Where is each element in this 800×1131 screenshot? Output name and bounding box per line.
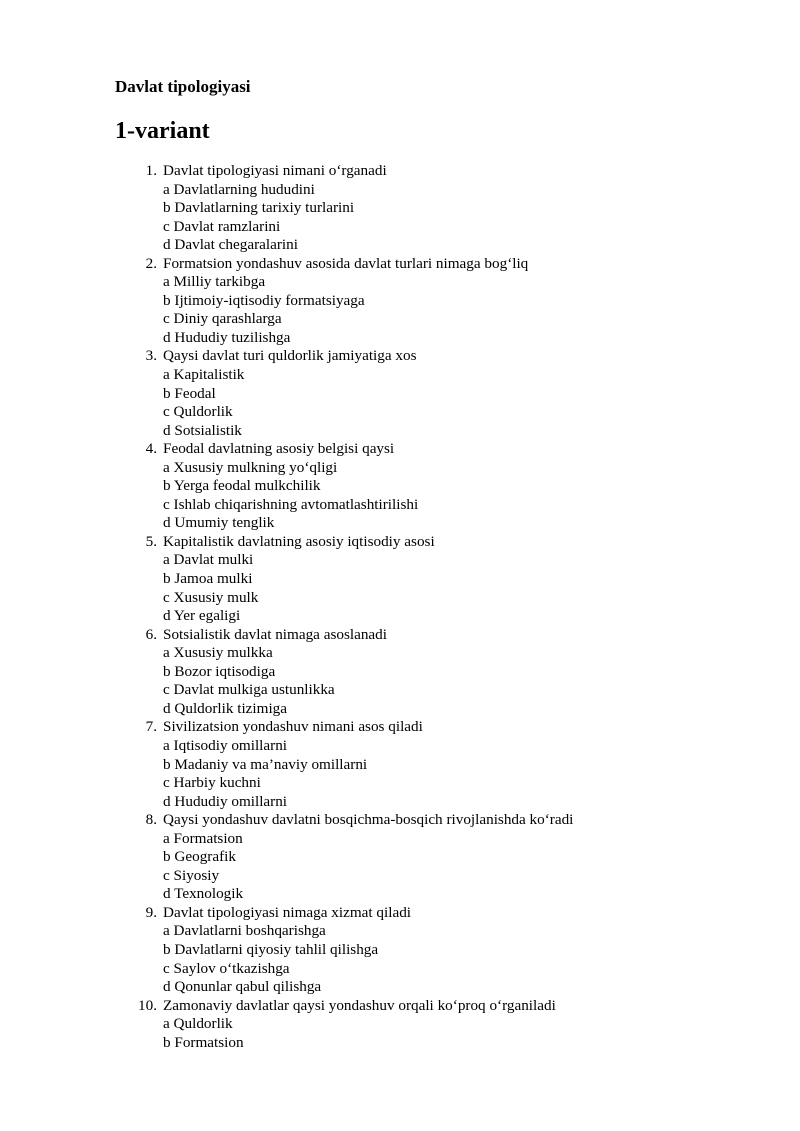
answer-option-line	[0, 292, 800, 311]
answer-option-line	[0, 181, 800, 200]
answer-option-line	[0, 589, 800, 608]
question-line	[0, 904, 800, 923]
question-text: Formatsion yondashuv asosida davlat turlari nimaga bog‘liq	[163, 254, 529, 272]
answer-option: d Hududiy tuzilishga	[163, 328, 291, 346]
question-text: Davlat tipologiyasi nimani o‘rganadi	[163, 162, 387, 179]
question-item	[0, 626, 800, 719]
answer-option: d Quldorlik tizimiga	[163, 699, 288, 717]
question-list	[0, 162, 800, 1052]
answer-option-line	[0, 329, 800, 348]
answer-option: b Davlatlarni qiyosiy tahlil qilishga	[163, 940, 379, 958]
question-item	[0, 718, 800, 811]
answer-option: c Saylov o‘tkazishga	[163, 959, 290, 977]
question-number: 5.	[145, 532, 157, 550]
answer-option-line	[0, 236, 800, 255]
question-line	[0, 533, 800, 552]
answer-option: d Umumiy tenglik	[163, 514, 275, 532]
answer-option: b Bozor iqtisodiga	[163, 662, 276, 680]
answer-option: a Quldorlik	[163, 1015, 233, 1033]
answer-option-line	[0, 774, 800, 793]
question-text: Qaysi davlat turi quldorlik jamiyatiga xos	[163, 347, 417, 365]
answer-option-line	[0, 793, 800, 812]
question-item	[0, 997, 800, 1053]
answer-option: a Milliy tarkibga	[163, 273, 266, 291]
answer-option: a Kapitalistik	[163, 366, 245, 384]
question-text: Davlat tipologiyasi nimaga xizmat qiladi	[163, 903, 412, 921]
answer-option: c Davlat mulkiga ustunlikka	[163, 681, 335, 699]
answer-option-line	[0, 941, 800, 960]
answer-option: b Davlatlarning tarixiy turlarini	[163, 199, 355, 217]
answer-option: a Davlatlarning hududini	[163, 180, 315, 198]
question-item	[0, 162, 800, 255]
question-number: 1.	[145, 162, 157, 179]
question-text: Zamonaviy davlatlar qaysi yondashuv orqali ko‘proq o‘rganiladi	[163, 996, 556, 1014]
answer-option-line	[0, 459, 800, 478]
answer-option: a Davlatlarni boshqarishga	[163, 922, 326, 940]
question-line	[0, 440, 800, 459]
answer-option: b Jamoa mulki	[163, 570, 253, 588]
question-line	[0, 626, 800, 645]
answer-option: a Xususiy mulkka	[163, 644, 273, 662]
answer-option: b Madaniy va ma’naviy omillarni	[163, 755, 368, 773]
answer-option: c Diniy qarashlarga	[163, 310, 282, 328]
answer-option-line	[0, 273, 800, 292]
answer-option-line	[0, 700, 800, 719]
question-text: Feodal davlatning asosiy belgisi qaysi	[163, 440, 395, 458]
question-text: Kapitalistik davlatning asosiy iqtisodiy asosi	[163, 532, 435, 550]
answer-option-line	[0, 385, 800, 404]
question-line	[0, 162, 800, 181]
answer-option: d Yer egaligi	[163, 607, 241, 625]
answer-option-line	[0, 310, 800, 329]
answer-option: c Siyosiy	[163, 866, 220, 884]
question-number: 10.	[138, 996, 157, 1014]
answer-option-line	[0, 1034, 800, 1053]
answer-option: d Sotsialistik	[163, 421, 242, 439]
answer-option: b Formatsion	[163, 1033, 244, 1051]
question-item	[0, 533, 800, 626]
answer-option: c Davlat ramzlarini	[163, 217, 281, 235]
answer-option-line	[0, 756, 800, 775]
document-subject: Davlat tipologiyasi	[115, 77, 251, 96]
answer-option: c Xususiy mulk	[163, 588, 259, 606]
answer-option-line	[0, 514, 800, 533]
question-line	[0, 997, 800, 1016]
answer-option: b Geografik	[163, 848, 236, 866]
answer-option-line	[0, 366, 800, 385]
question-line	[0, 811, 800, 830]
answer-option-line	[0, 922, 800, 941]
question-number: 4.	[145, 440, 157, 458]
answer-option-line	[0, 681, 800, 700]
answer-option-line	[0, 607, 800, 626]
answer-option-line	[0, 496, 800, 515]
answer-option-line	[0, 867, 800, 886]
answer-option-line	[0, 477, 800, 496]
answer-option: c Ishlab chiqarishning avtomatlashtirilishi	[163, 495, 419, 513]
answer-option: a Formatsion	[163, 829, 243, 847]
question-line	[0, 255, 800, 274]
question-text: Sotsialistik davlat nimaga asoslanadi	[163, 625, 387, 643]
answer-option-line	[0, 1015, 800, 1034]
answer-option-line	[0, 737, 800, 756]
answer-option-line	[0, 199, 800, 218]
question-number: 3.	[145, 347, 157, 365]
answer-option-line	[0, 218, 800, 237]
answer-option: d Hududiy omillarni	[163, 792, 288, 810]
answer-option-line	[0, 551, 800, 570]
variant-heading: 1-variant	[115, 118, 210, 144]
question-item	[0, 255, 800, 348]
question-text: Qaysi yondashuv davlatni bosqichma-bosqich rivojlanishda ko‘radi	[163, 811, 574, 829]
answer-option: d Qonunlar qabul qilishga	[163, 978, 322, 996]
answer-option-line	[0, 644, 800, 663]
answer-option-line	[0, 830, 800, 849]
question-number: 8.	[145, 811, 157, 829]
answer-option: a Davlat mulki	[163, 551, 254, 569]
question-text: Sivilizatsion yondashuv nimani asos qiladi	[163, 718, 423, 736]
answer-option: a Xususiy mulkning yo‘qligi	[163, 458, 338, 476]
answer-option: b Ijtimoiy-iqtisodiy formatsiyaga	[163, 291, 365, 309]
answer-option: b Yerga feodal mulkchilik	[163, 477, 321, 495]
answer-option-line	[0, 978, 800, 997]
answer-option-line	[0, 570, 800, 589]
answer-option-line	[0, 960, 800, 979]
answer-option: c Harbiy kuchni	[163, 774, 261, 792]
answer-option: b Feodal	[163, 384, 216, 402]
answer-option-line	[0, 848, 800, 867]
answer-option-line	[0, 885, 800, 904]
answer-option-line	[0, 663, 800, 682]
answer-option: c Quldorlik	[163, 403, 233, 421]
answer-option-line	[0, 422, 800, 441]
answer-option-line	[0, 403, 800, 422]
answer-option: a Iqtisodiy omillarni	[163, 736, 288, 754]
answer-option: d Davlat chegaralarini	[163, 236, 298, 254]
question-number: 6.	[145, 625, 157, 643]
question-line	[0, 718, 800, 737]
question-number: 9.	[145, 903, 157, 921]
question-number: 2.	[145, 254, 157, 272]
question-item	[0, 811, 800, 904]
question-item	[0, 904, 800, 997]
answer-option: d Texnologik	[163, 885, 244, 903]
question-item	[0, 347, 800, 440]
question-line	[0, 347, 800, 366]
question-number: 7.	[145, 718, 157, 736]
question-item	[0, 440, 800, 533]
